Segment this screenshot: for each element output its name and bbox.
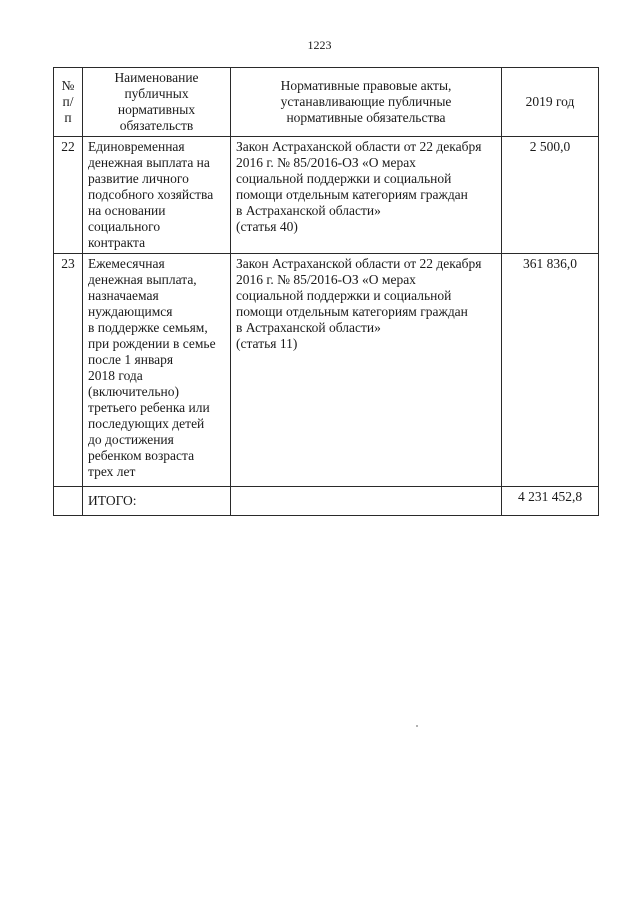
total-acts-cell (231, 487, 502, 516)
table-header-row (54, 68, 599, 137)
total-number-cell (54, 487, 83, 516)
total-label: ИТОГО: (83, 487, 231, 516)
header-legal-acts: Нормативные правовые акты, устанавливающие публичные нормативные обязательства (231, 68, 502, 137)
header-obligation-name: Наименование публичных нормативных обязательств (83, 68, 231, 137)
row-number: 23 (54, 254, 83, 487)
row-legal-act: Закон Астраханской области от 22 декабря 2016 г. № 85/2016-ОЗ «О мерах социальной поддержки и социальной помощи отдельным категориям граждан в Астраханской области» (статья 11) (231, 254, 502, 487)
scan-speck (416, 725, 418, 727)
row-number: 22 (54, 137, 83, 254)
row-amount: 2 500,0 (502, 137, 599, 254)
page-number: 1223 (307, 38, 332, 52)
row-amount: 361 836,0 (502, 254, 599, 487)
row-legal-act: Закон Астраханской области от 22 декабря 2016 г. № 85/2016-ОЗ «О мерах социальной поддержки и социальной помощи отдельным категориям граждан в Астраханской области» (статья 40) (231, 137, 502, 254)
obligations-table (53, 67, 599, 516)
total-amount: 4 231 452,8 (502, 487, 599, 516)
table-row (54, 254, 599, 487)
total-row (54, 487, 599, 516)
row-obligation-name: Ежемесячная денежная выплата, назначаемая нуждающимся в поддержке семьям, при рождении в семье после 1 января 2018 года (включительно) третьего ребенка или последующих детей до достижения ребенком возраста трех лет (83, 254, 231, 487)
header-number: № п/п (54, 68, 83, 137)
header-year: 2019 год (502, 68, 599, 137)
row-obligation-name: Единовременная денежная выплата на развитие личного подсобного хозяйства на основании социального контракта (83, 137, 231, 254)
table-row (54, 137, 599, 254)
